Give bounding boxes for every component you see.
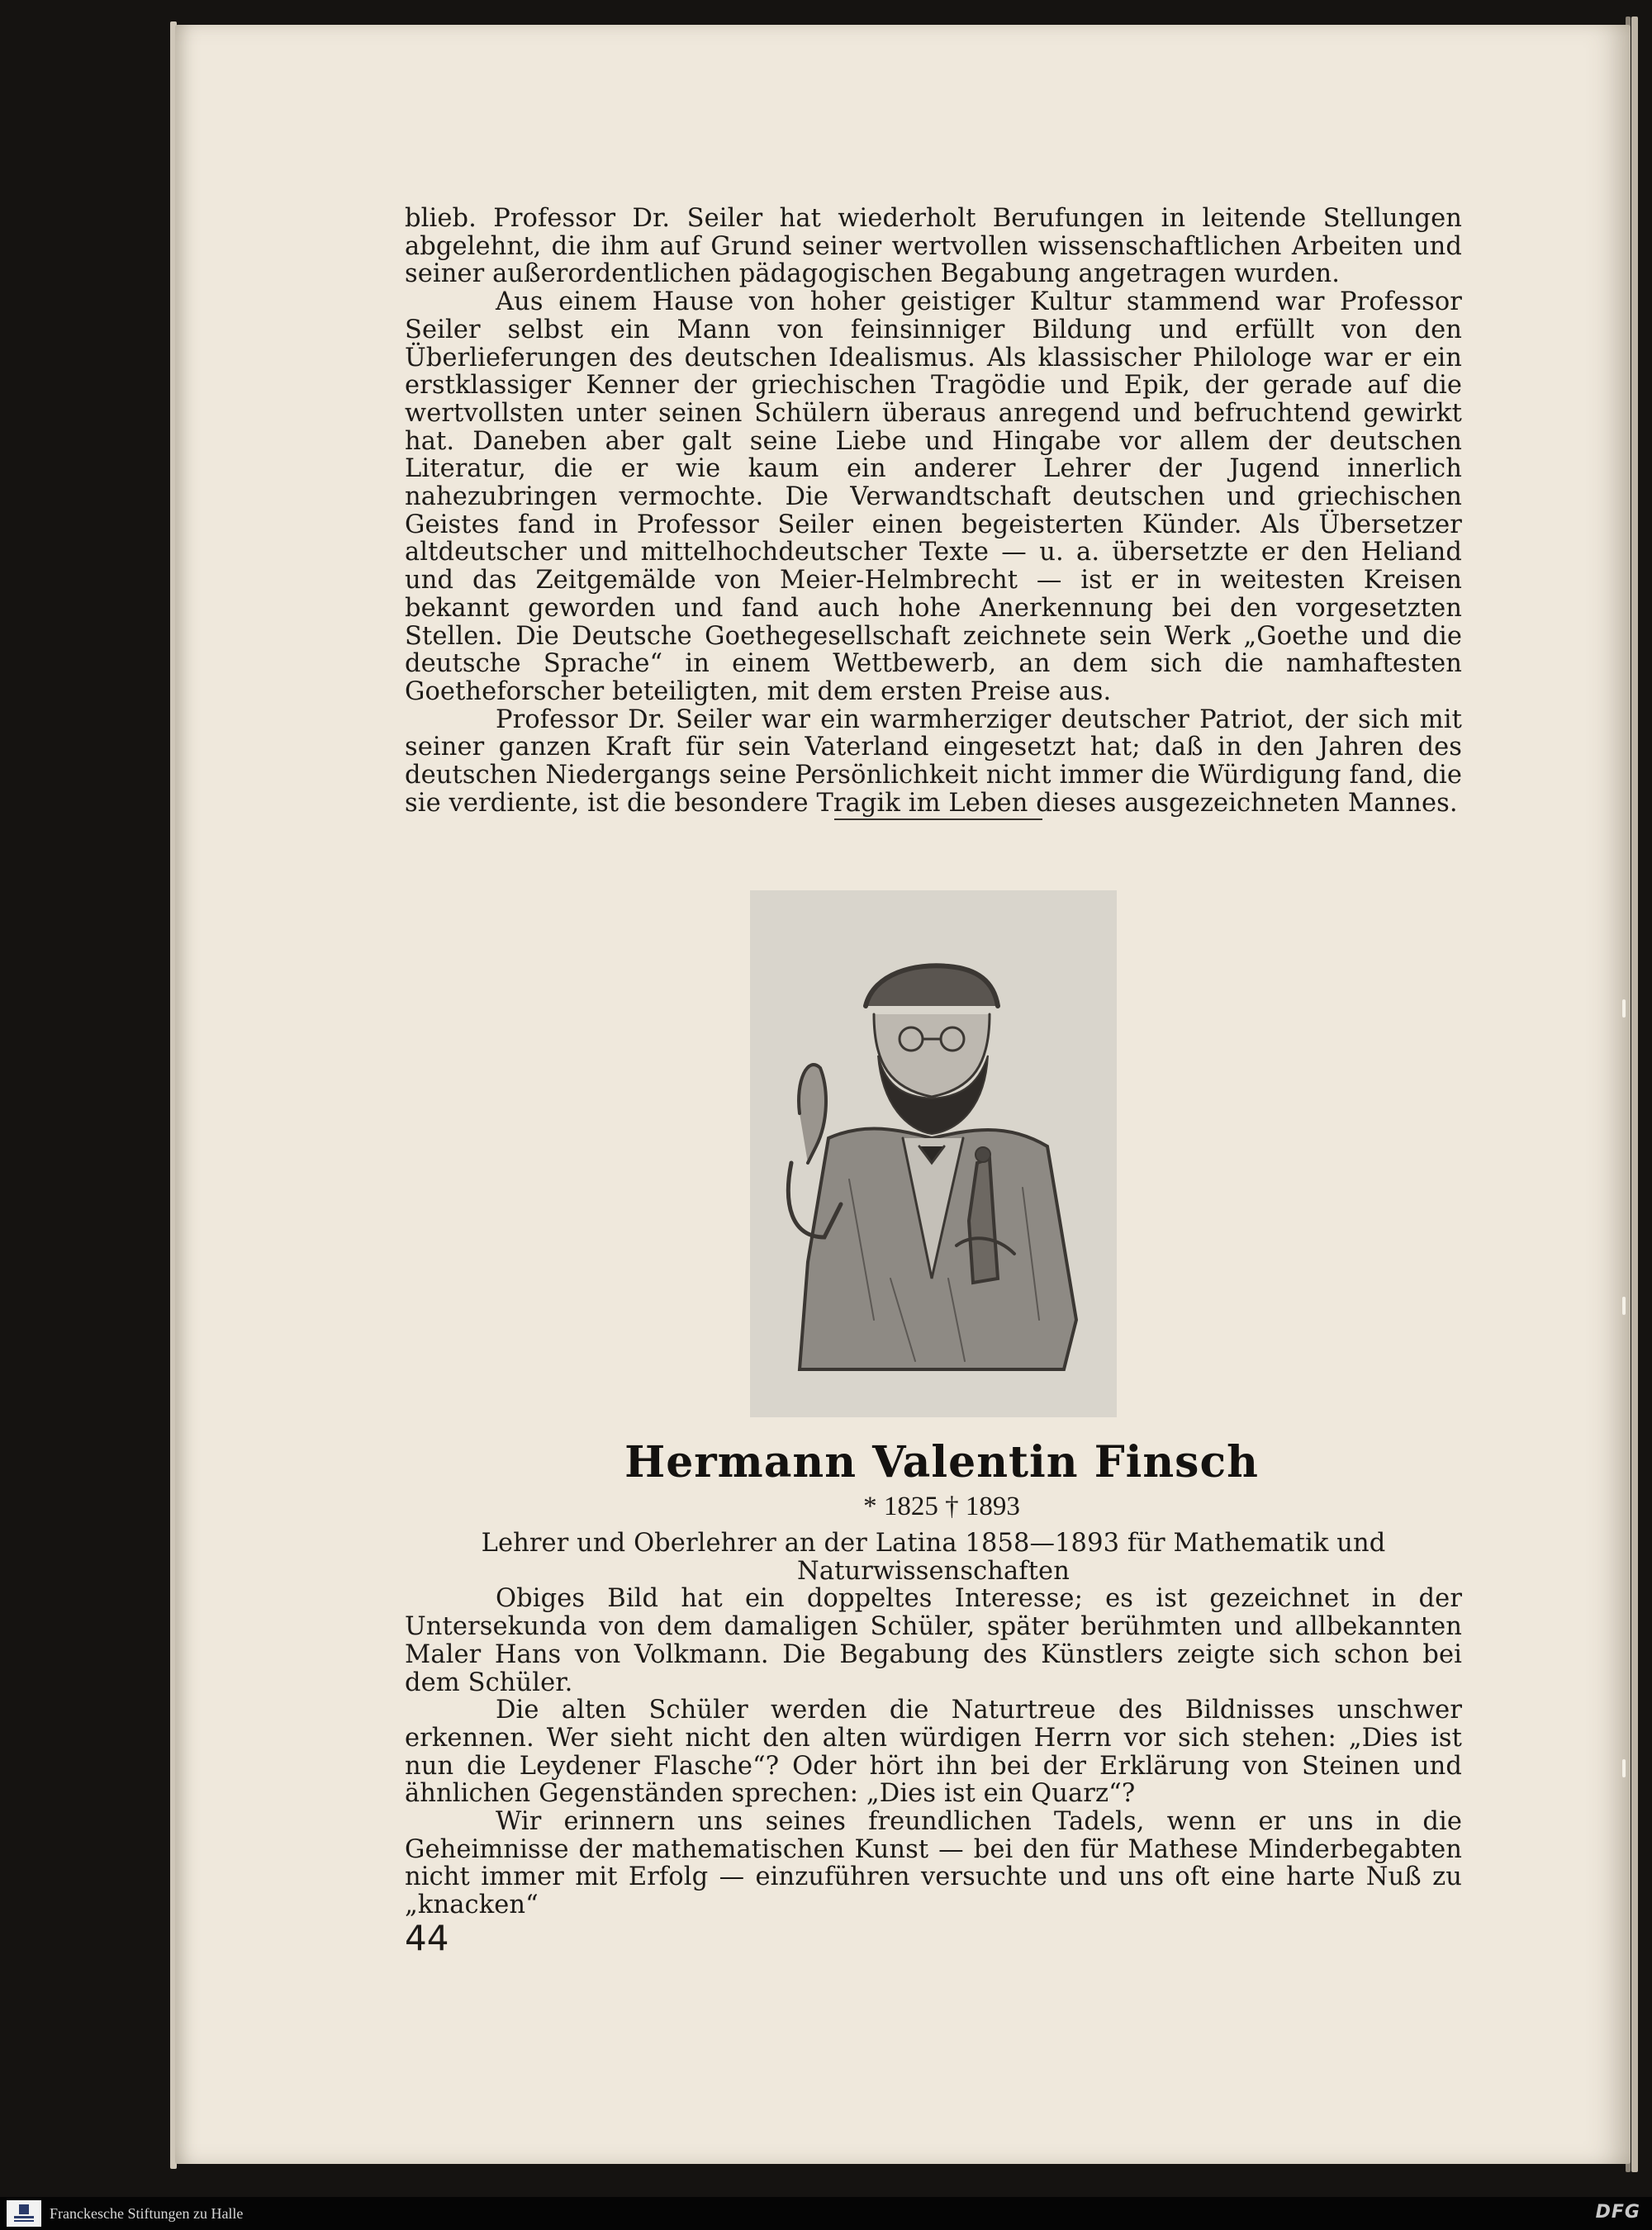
- institution-logo-icon: [7, 2200, 41, 2227]
- binding-thread: [1622, 1759, 1626, 1777]
- subtitle: Lehrer und Oberlehrer an der Latina 1858—1893 für Mathematik und Naturwissenschaften: [481, 1529, 1386, 1586]
- portrait-sketch-image: [750, 890, 1117, 1417]
- paragraph: Obiges Bild hat ein doppeltes Interesse; es ist gezeichnet in der Untersekunda von dem damaligen Schüler, später berühmten und allbekannten Maler Hans von Volkmann. Die Begabung des Künstlers zeigte sich schon bei dem Schüler.: [405, 1584, 1462, 1697]
- page-edge: [1631, 17, 1638, 2172]
- biography-text: [405, 1530, 1462, 1919]
- paragraph: Wir erinnern uns seines freundlichen Tadels, wenn er uns in die Geheimnisse der mathematischen Kunst — bei den für Mathese Minderbegabten nicht immer mit Erfolg — einzuführen versuchte und uns oft eine harte Nuß zu „knacken“: [405, 1807, 1462, 1920]
- paragraph: Professor Dr. Seiler war ein warmherziger deutscher Patriot, der sich mit seiner ganzen Kraft für sein Vaterland eingesetzt hat; daß in den Jahren des deutschen Niedergangs seine Persönlichkeit nicht immer die Würdigung fand, die sie verdiente, ist die besondere Tragik im Leben dieses ausgezeichneten Mannes.: [405, 705, 1462, 818]
- article-continuation: [405, 205, 1462, 817]
- page-number: 44: [405, 1918, 449, 1958]
- dfg-logo: DFG: [1595, 2202, 1640, 2223]
- portrait-drawing: [750, 890, 1117, 1417]
- viewer-footer: [0, 2197, 1652, 2230]
- institution-name: Franckesche Stiftungen zu Halle: [50, 2205, 244, 2222]
- binding-thread: [1622, 999, 1626, 1018]
- section-heading: Hermann Valentin Finsch: [624, 1437, 1259, 1487]
- paragraph: Die alten Schüler werden die Naturtreue des Bildnisses unschwer erkennen. Wer sieht nicht den alten würdigen Herrn vor sich stehen: „Dies ist nun die Leydener Flasche“? Oder hört ihn bei der Erklärung von Steinen und ähnlichen Gegenständen sprechen: „Dies ist ein Quarz“?: [405, 1696, 1462, 1809]
- paragraph: blieb. Professor Dr. Seiler hat wiederholt Berufungen in leitende Stellungen abgelehnt, die ihm auf Grund seiner wertvollen wissenschaftlichen Arbeiten und seiner außerordentlichen pädagogischen Begabung angetragen wurden.: [405, 204, 1462, 289]
- section-divider: [834, 818, 1042, 820]
- binding-thread: [1622, 1297, 1626, 1315]
- paragraph: Aus einem Hause von hoher geistiger Kultur stammend war Professor Seiler selbst ein Mann von feinsinniger Bildung und erfüllt von den Überlieferungen des deutschen Idealismus. Als klassischer Philologe war er ein erstklassiger Kenner der griechischen Tragödie und Epik, der gerade auf die wertvollsten unter seinen Schülern überaus anregend und befruchtend gewirkt hat. Daneben aber galt seine Liebe und Hingabe vor allem der deutschen Literatur, die er wie kaum ein anderer Lehrer der Jugend innerlich nahezubringen vermochte. Die Verwandtschaft deutschen und griechischen Geistes fand in Professor Seiler einen begeisterten Künder. Als Übersetzer altdeutscher und mittelhochdeutscher Texte — u. a. übersetzte er den Heliand und das Zeitgemälde von Meier-Helmbrecht — ist er in weitesten Kreisen bekannt geworden und fand auch hohe Anerkennung bei den vorgesetzten Stellen. Die Deutsche Goethegesellschaft zeichnete sein Werk „Goethe und die deutsche Sprache“ in einem Wettbewerb, an dem sich die namhaftesten Goetheforscher beteiligten, mit dem ersten Preise aus.: [405, 287, 1462, 706]
- life-dates: * 1825 † 1893: [863, 1492, 1020, 1521]
